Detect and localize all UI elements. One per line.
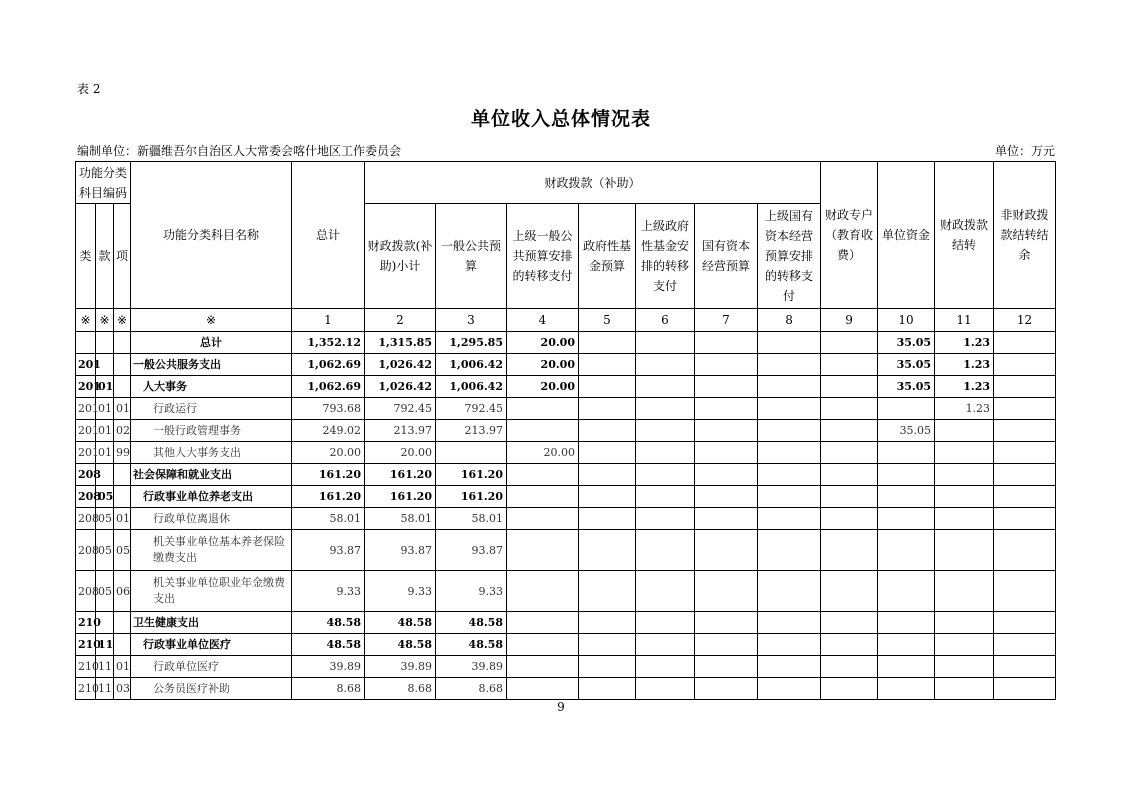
- code-lei: 201: [76, 442, 96, 464]
- header-col5: 政府性基金预算: [579, 204, 636, 309]
- header-fiscal-group: 财政拨款（补助）: [365, 162, 821, 204]
- cell-col12: [994, 634, 1056, 656]
- code-kuan: [96, 332, 114, 354]
- table-row: [76, 571, 1056, 612]
- cell-col7: [695, 486, 758, 508]
- cell-col12: [994, 530, 1056, 571]
- cell-col6: [636, 530, 695, 571]
- code-xiang: 02: [114, 420, 131, 442]
- cell-col6: [636, 571, 695, 612]
- cell-col5: [579, 612, 636, 634]
- row-name: 机关事业单位职业年金缴费支出: [131, 571, 292, 612]
- code-lei: 210: [76, 678, 96, 700]
- table-row: [76, 420, 1056, 442]
- row-name: 其他人大事务支出: [131, 442, 292, 464]
- cell-col10: [878, 486, 935, 508]
- cell-col10: [878, 530, 935, 571]
- cell-col7: [695, 398, 758, 420]
- header-col9: 财政专户（教育收费）: [821, 162, 878, 309]
- table-row: [76, 656, 1056, 678]
- cell-col1: 161.20: [292, 464, 365, 486]
- cell-col10: [878, 464, 935, 486]
- cell-col8: [758, 612, 821, 634]
- cell-col8: [758, 678, 821, 700]
- cell-col3: 93.87: [436, 530, 507, 571]
- header-col11: 财政拨款结转: [935, 162, 994, 309]
- cell-col12: [994, 398, 1056, 420]
- code-lei: 201: [76, 354, 96, 376]
- cell-col3: 161.20: [436, 464, 507, 486]
- cell-col12: [994, 612, 1056, 634]
- header-col2: 财政拨款(补助)小计: [365, 204, 436, 309]
- cell-col6: [636, 612, 695, 634]
- cell-col10: [878, 571, 935, 612]
- cell-col6: [636, 634, 695, 656]
- cell-col2: 792.45: [365, 398, 436, 420]
- cell-col3: [436, 442, 507, 464]
- cell-col7: [695, 442, 758, 464]
- cell-col3: 213.97: [436, 420, 507, 442]
- cell-col10: [878, 442, 935, 464]
- cell-col8: [758, 530, 821, 571]
- cell-col4: [507, 634, 579, 656]
- row-name: 行政事业单位医疗: [131, 634, 292, 656]
- cell-col4: [507, 571, 579, 612]
- header-col3: 一般公共预算: [436, 204, 507, 309]
- cell-col11: 1.23: [935, 376, 994, 398]
- cell-col10: [878, 634, 935, 656]
- header-mark: ※: [131, 309, 292, 332]
- cell-col2: 39.89: [365, 656, 436, 678]
- cell-col4: [507, 486, 579, 508]
- cell-col5: [579, 442, 636, 464]
- cell-col3: 8.68: [436, 678, 507, 700]
- cell-col6: [636, 442, 695, 464]
- cell-col8: [758, 486, 821, 508]
- cell-col6: [636, 398, 695, 420]
- table-row: [76, 508, 1056, 530]
- cell-col9: [821, 332, 878, 354]
- cell-col3: 48.58: [436, 612, 507, 634]
- code-xiang: 03: [114, 678, 131, 700]
- code-xiang: [114, 376, 131, 398]
- cell-col11: 1.23: [935, 354, 994, 376]
- cell-col11: 1.23: [935, 398, 994, 420]
- row-name: 总计: [131, 332, 292, 354]
- cell-col7: [695, 464, 758, 486]
- cell-col9: [821, 376, 878, 398]
- table-row: [76, 612, 1056, 634]
- header-col-number: 10: [878, 309, 935, 332]
- code-lei: 208: [76, 571, 96, 612]
- cell-col11: [935, 508, 994, 530]
- cell-col4: [507, 530, 579, 571]
- table-body: [76, 332, 1056, 700]
- cell-col7: [695, 508, 758, 530]
- cell-col9: [821, 571, 878, 612]
- code-kuan: 01: [96, 398, 114, 420]
- cell-col6: [636, 376, 695, 398]
- cell-col3: 48.58: [436, 634, 507, 656]
- cell-col9: [821, 354, 878, 376]
- cell-col7: [695, 656, 758, 678]
- cell-col8: [758, 376, 821, 398]
- page-label: 表 2: [77, 82, 101, 96]
- cell-col12: [994, 332, 1056, 354]
- cell-col5: [579, 678, 636, 700]
- code-xiang: [114, 332, 131, 354]
- table-row: [76, 486, 1056, 508]
- cell-col1: 793.68: [292, 398, 365, 420]
- cell-col4: 20.00: [507, 332, 579, 354]
- header-total: 总计: [292, 162, 365, 309]
- code-kuan: 01: [96, 420, 114, 442]
- table-row: [76, 354, 1056, 376]
- page-title: 单位收入总体情况表: [470, 108, 651, 130]
- cell-col10: 35.05: [878, 420, 935, 442]
- row-name: 行政单位医疗: [131, 656, 292, 678]
- code-lei: 210: [76, 612, 96, 634]
- cell-col6: [636, 464, 695, 486]
- cell-col9: [821, 398, 878, 420]
- cell-col6: [636, 354, 695, 376]
- code-xiang: 01: [114, 656, 131, 678]
- code-xiang: [114, 486, 131, 508]
- cell-col10: 35.05: [878, 332, 935, 354]
- cell-col7: [695, 634, 758, 656]
- cell-col1: 58.01: [292, 508, 365, 530]
- cell-col1: 249.02: [292, 420, 365, 442]
- cell-col4: 20.00: [507, 354, 579, 376]
- cell-col10: [878, 398, 935, 420]
- header-xiang: 项: [114, 204, 131, 309]
- code-lei: 201: [76, 420, 96, 442]
- code-kuan: 05: [96, 508, 114, 530]
- header-col-number: 7: [695, 309, 758, 332]
- cell-col11: [935, 486, 994, 508]
- code-kuan: 05: [96, 571, 114, 612]
- row-name: 人大事务: [131, 376, 292, 398]
- cell-col2: 161.20: [365, 464, 436, 486]
- code-xiang: [114, 354, 131, 376]
- cell-col4: 20.00: [507, 442, 579, 464]
- cell-col2: 48.58: [365, 634, 436, 656]
- table-row: [76, 442, 1056, 464]
- currency-unit: 单位：万元: [994, 144, 1055, 158]
- cell-col9: [821, 612, 878, 634]
- cell-col1: 9.33: [292, 571, 365, 612]
- code-xiang: [114, 612, 131, 634]
- cell-col1: 161.20: [292, 486, 365, 508]
- cell-col1: 48.58: [292, 634, 365, 656]
- code-lei: 201: [76, 376, 96, 398]
- table-row: [76, 376, 1056, 398]
- cell-col10: 35.05: [878, 354, 935, 376]
- row-name: 卫生健康支出: [131, 612, 292, 634]
- cell-col8: [758, 442, 821, 464]
- cell-col8: [758, 508, 821, 530]
- cell-col11: [935, 656, 994, 678]
- cell-col5: [579, 486, 636, 508]
- header-col-number: 1: [292, 309, 365, 332]
- cell-col5: [579, 376, 636, 398]
- cell-col7: [695, 678, 758, 700]
- header-mark: ※: [76, 309, 96, 332]
- income-summary-table: [75, 161, 1056, 700]
- compiling-unit: 编制单位：新疆维吾尔自治区人大常委会喀什地区工作委员会: [77, 144, 402, 158]
- cell-col12: [994, 354, 1056, 376]
- code-xiang: 06: [114, 571, 131, 612]
- cell-col12: [994, 442, 1056, 464]
- cell-col8: [758, 634, 821, 656]
- code-lei: 208: [76, 508, 96, 530]
- code-lei: 208: [76, 530, 96, 571]
- cell-col2: 1,026.42: [365, 354, 436, 376]
- cell-col1: 1,062.69: [292, 376, 365, 398]
- cell-col11: [935, 678, 994, 700]
- cell-col4: [507, 464, 579, 486]
- cell-col2: 161.20: [365, 486, 436, 508]
- cell-col7: [695, 420, 758, 442]
- cell-col9: [821, 530, 878, 571]
- header-col-number: 6: [636, 309, 695, 332]
- cell-col6: [636, 656, 695, 678]
- cell-col3: 1,006.42: [436, 376, 507, 398]
- cell-col1: 39.89: [292, 656, 365, 678]
- cell-col3: 58.01: [436, 508, 507, 530]
- row-name: 公务员医疗补助: [131, 678, 292, 700]
- cell-col1: 20.00: [292, 442, 365, 464]
- table-row: [76, 464, 1056, 486]
- cell-col3: 792.45: [436, 398, 507, 420]
- row-name: 行政单位离退休: [131, 508, 292, 530]
- header-col-number: 3: [436, 309, 507, 332]
- cell-col11: [935, 571, 994, 612]
- cell-col11: [935, 612, 994, 634]
- code-xiang: [114, 634, 131, 656]
- cell-col3: 1,295.85: [436, 332, 507, 354]
- table-row: [76, 332, 1056, 354]
- cell-col8: [758, 398, 821, 420]
- cell-col11: [935, 420, 994, 442]
- cell-col8: [758, 571, 821, 612]
- code-kuan: 05: [96, 486, 114, 508]
- row-name: 行政事业单位养老支出: [131, 486, 292, 508]
- header-number-row: [76, 309, 1056, 332]
- cell-col4: [507, 398, 579, 420]
- cell-col5: [579, 656, 636, 678]
- code-kuan: 11: [96, 656, 114, 678]
- cell-col4: [507, 508, 579, 530]
- header-col12: 非财政拨款结转结余: [994, 162, 1056, 309]
- cell-col2: 213.97: [365, 420, 436, 442]
- cell-col6: [636, 678, 695, 700]
- cell-col5: [579, 398, 636, 420]
- cell-col10: [878, 612, 935, 634]
- cell-col12: [994, 486, 1056, 508]
- header-name: 功能分类科目名称: [131, 162, 292, 309]
- header-lei: 类: [76, 204, 96, 309]
- cell-col8: [758, 420, 821, 442]
- cell-col7: [695, 332, 758, 354]
- cell-col10: [878, 678, 935, 700]
- code-xiang: [114, 464, 131, 486]
- cell-col3: 1,006.42: [436, 354, 507, 376]
- table-row: [76, 634, 1056, 656]
- cell-col3: 39.89: [436, 656, 507, 678]
- row-name: 行政运行: [131, 398, 292, 420]
- header-mark: ※: [96, 309, 114, 332]
- cell-col10: [878, 656, 935, 678]
- header-col6: 上级政府性基金安排的转移支付: [636, 204, 695, 309]
- cell-col12: [994, 656, 1056, 678]
- cell-col2: 20.00: [365, 442, 436, 464]
- code-xiang: 01: [114, 398, 131, 420]
- cell-col9: [821, 656, 878, 678]
- row-name: 一般公共服务支出: [131, 354, 292, 376]
- cell-col5: [579, 332, 636, 354]
- header-kuan: 款: [96, 204, 114, 309]
- cell-col9: [821, 634, 878, 656]
- cell-col7: [695, 354, 758, 376]
- cell-col8: [758, 332, 821, 354]
- header-col-number: 11: [935, 309, 994, 332]
- cell-col9: [821, 464, 878, 486]
- cell-col12: [994, 376, 1056, 398]
- code-kuan: 01: [96, 376, 114, 398]
- header-code-group: 功能分类科目编码: [76, 162, 131, 204]
- code-lei: [76, 332, 96, 354]
- cell-col8: [758, 464, 821, 486]
- cell-col2: 8.68: [365, 678, 436, 700]
- cell-col4: [507, 420, 579, 442]
- cell-col1: 8.68: [292, 678, 365, 700]
- cell-col9: [821, 486, 878, 508]
- cell-col5: [579, 508, 636, 530]
- code-kuan: 01: [96, 442, 114, 464]
- cell-col4: 20.00: [507, 376, 579, 398]
- cell-col1: 1,062.69: [292, 354, 365, 376]
- code-kuan: 11: [96, 634, 114, 656]
- cell-col9: [821, 420, 878, 442]
- cell-col4: [507, 612, 579, 634]
- cell-col2: 93.87: [365, 530, 436, 571]
- code-xiang: 05: [114, 530, 131, 571]
- header-col-number: 8: [758, 309, 821, 332]
- header-mark: ※: [114, 309, 131, 332]
- cell-col12: [994, 678, 1056, 700]
- cell-col1: 1,352.12: [292, 332, 365, 354]
- cell-col8: [758, 354, 821, 376]
- row-name: 一般行政管理事务: [131, 420, 292, 442]
- cell-col5: [579, 634, 636, 656]
- cell-col5: [579, 354, 636, 376]
- cell-col12: [994, 464, 1056, 486]
- cell-col8: [758, 656, 821, 678]
- cell-col7: [695, 376, 758, 398]
- cell-col2: 48.58: [365, 612, 436, 634]
- header-col7: 国有资本经营预算: [695, 204, 758, 309]
- cell-col11: 1.23: [935, 332, 994, 354]
- cell-col2: 1,026.42: [365, 376, 436, 398]
- cell-col5: [579, 464, 636, 486]
- cell-col6: [636, 332, 695, 354]
- cell-col3: 161.20: [436, 486, 507, 508]
- cell-col9: [821, 508, 878, 530]
- cell-col2: 58.01: [365, 508, 436, 530]
- code-kuan: 11: [96, 678, 114, 700]
- cell-col11: [935, 530, 994, 571]
- cell-col11: [935, 464, 994, 486]
- header-col-number: 5: [579, 309, 636, 332]
- header-col-number: 2: [365, 309, 436, 332]
- cell-col12: [994, 420, 1056, 442]
- cell-col6: [636, 508, 695, 530]
- cell-col1: 48.58: [292, 612, 365, 634]
- header-col10: 单位资金: [878, 162, 935, 309]
- header-col-number: 4: [507, 309, 579, 332]
- table-row: [76, 530, 1056, 571]
- code-xiang: 99: [114, 442, 131, 464]
- page-number: 9: [557, 700, 565, 714]
- header-col8: 上级国有资本经营预算安排的转移支付: [758, 204, 821, 309]
- cell-col2: 1,315.85: [365, 332, 436, 354]
- cell-col5: [579, 530, 636, 571]
- cell-col6: [636, 486, 695, 508]
- cell-col12: [994, 508, 1056, 530]
- cell-col12: [994, 571, 1056, 612]
- header-col-number: 12: [994, 309, 1056, 332]
- cell-col10: 35.05: [878, 376, 935, 398]
- header-col4: 上级一般公共预算安排的转移支付: [507, 204, 579, 309]
- cell-col7: [695, 571, 758, 612]
- code-lei: 201: [76, 398, 96, 420]
- cell-col1: 93.87: [292, 530, 365, 571]
- code-lei: 208: [76, 464, 96, 486]
- cell-col5: [579, 420, 636, 442]
- table-row: [76, 398, 1056, 420]
- cell-col10: [878, 508, 935, 530]
- cell-col4: [507, 656, 579, 678]
- code-xiang: 01: [114, 508, 131, 530]
- row-name: 社会保障和就业支出: [131, 464, 292, 486]
- cell-col11: [935, 442, 994, 464]
- code-lei: 208: [76, 486, 96, 508]
- cell-col5: [579, 571, 636, 612]
- code-kuan: 05: [96, 530, 114, 571]
- cell-col11: [935, 634, 994, 656]
- code-lei: 210: [76, 656, 96, 678]
- cell-col9: [821, 678, 878, 700]
- cell-col4: [507, 678, 579, 700]
- row-name: 机关事业单位基本养老保险缴费支出: [131, 530, 292, 571]
- cell-col7: [695, 612, 758, 634]
- table-row: [76, 678, 1056, 700]
- cell-col3: 9.33: [436, 571, 507, 612]
- cell-col6: [636, 420, 695, 442]
- header-col-number: 9: [821, 309, 878, 332]
- cell-col7: [695, 530, 758, 571]
- cell-col9: [821, 442, 878, 464]
- code-lei: 210: [76, 634, 96, 656]
- cell-col2: 9.33: [365, 571, 436, 612]
